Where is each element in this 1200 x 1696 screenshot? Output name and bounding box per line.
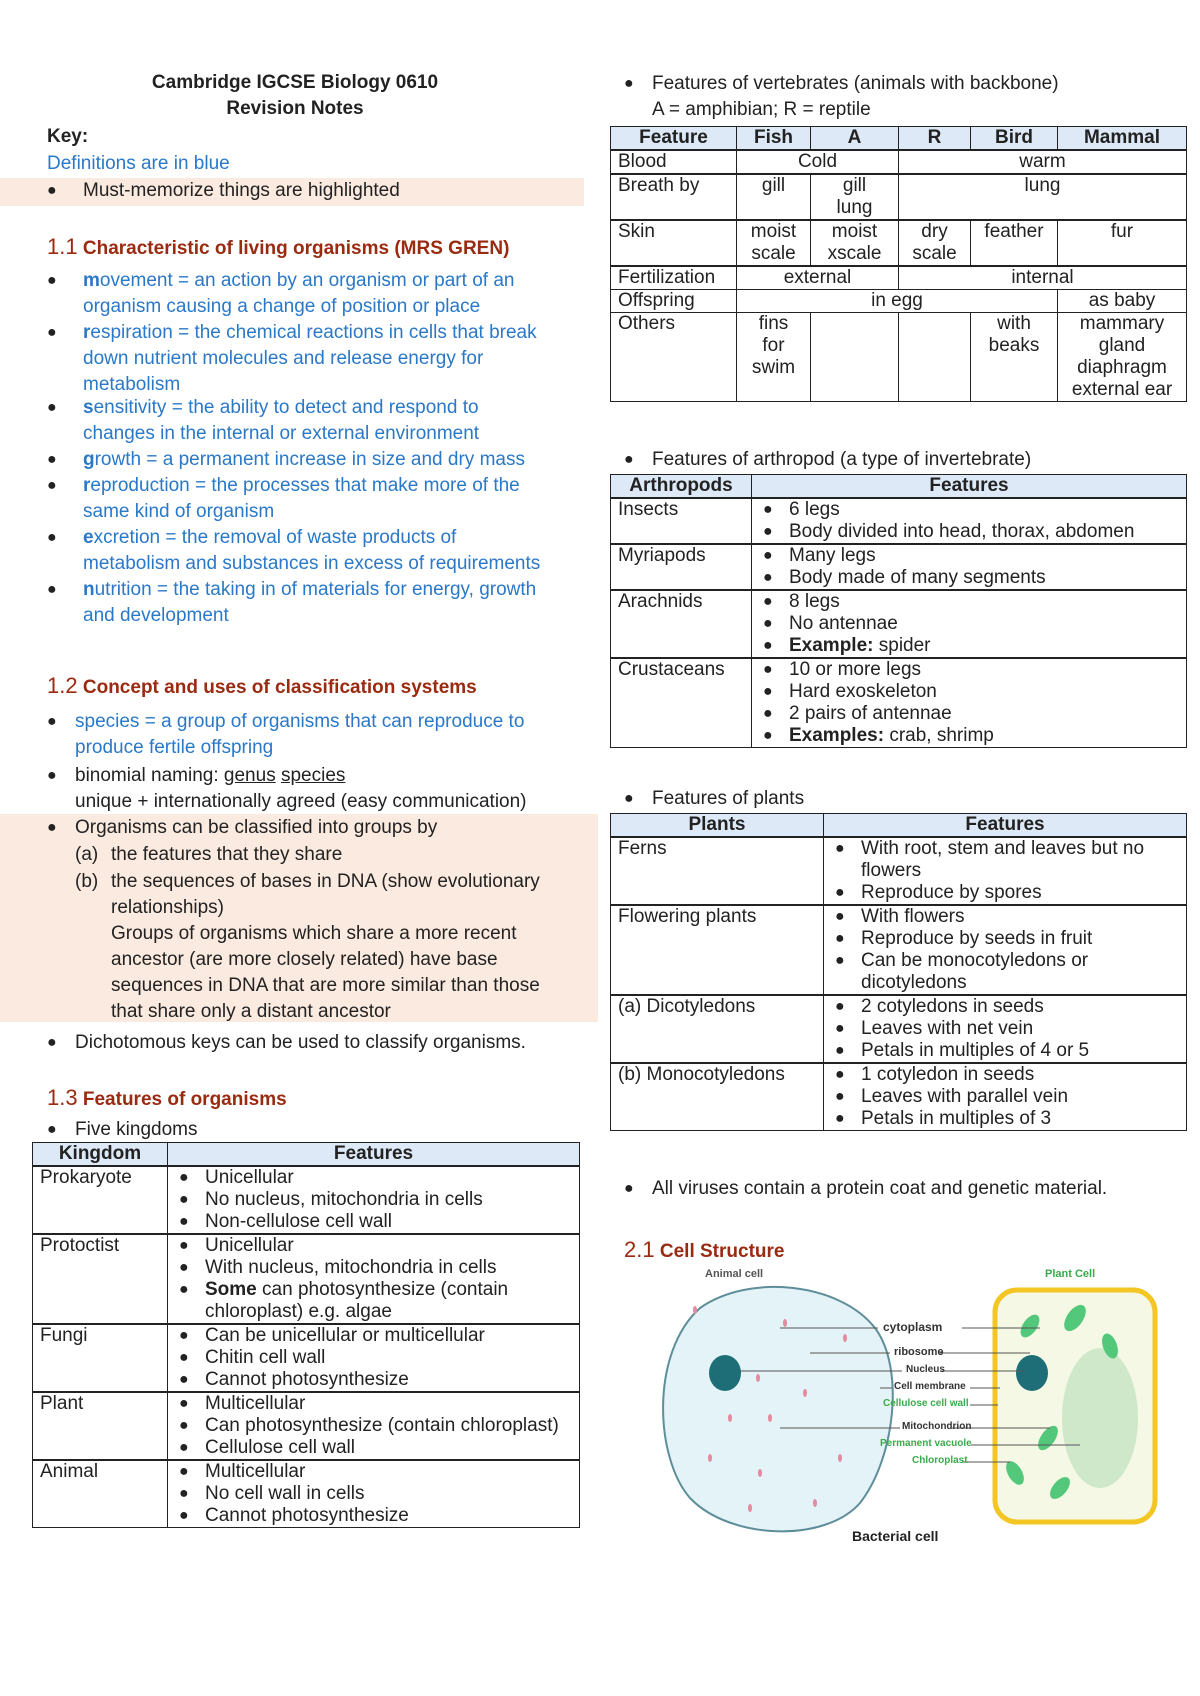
table-cell: external [737,266,899,290]
table-cell [737,220,811,266]
cell-line: swim [751,357,796,378]
feature-item: ● Body divided into head, thorax, abdomen [759,521,1179,543]
chloroplast-label: Chloroplast [912,1455,968,1466]
table-cell: Plant [33,1392,168,1460]
binomial-genus: genus [223,765,276,786]
cell-line: xscale [827,243,882,264]
cell-line: gland [1098,335,1146,356]
bullet-icon: ● [47,819,57,836]
document-subtitle: Revision Notes [226,98,364,119]
viruses-note: All viruses contain a protein coat and genetic material. [652,1178,1108,1199]
plant-cell-label: Plant Cell [1045,1268,1096,1280]
table-cell [971,313,1058,402]
animal-cell-label: Animal cell [705,1268,764,1280]
table-cell: Fungi [33,1324,168,1392]
cell-line: moist [750,221,797,242]
table-header: Features [168,1143,580,1167]
table-cell [168,1166,580,1234]
feature-item: ● 2 pairs of antennae [759,703,1179,725]
binomial-prefix: binomial naming: [75,765,224,786]
section-1-2-heading [47,673,477,701]
classify-b-line: ancestor (are more closely related) have base [111,949,498,970]
table-header: Fish [737,127,811,151]
table-cell [168,1324,580,1392]
table-cell [752,498,1187,544]
feature-item [759,635,1179,657]
table-header: Feature [611,127,737,151]
characteristic-letter: s [83,397,94,418]
table-cell [824,1063,1187,1131]
table-cell: Breath by [611,174,737,220]
five-kingdoms-label: Five kingdoms [75,1119,198,1140]
feature-item: ● With flowers [831,906,1179,928]
characteristic-line [83,320,537,346]
characteristic-line [83,473,520,499]
table-row [33,1234,580,1324]
characteristic-text: utrition = the taking in of materials for energy, growth [94,579,537,600]
feature-item: ● No antennae [759,613,1179,635]
table-cell [752,590,1187,658]
characteristic-line [83,525,456,551]
feature-item: ● Many legs [759,545,1179,567]
cytoplasm-label: cytoplasm [883,1320,943,1334]
cell-line: mammary [1079,313,1165,334]
binomial-species: species [280,765,346,786]
characteristic-letter: r [83,322,91,343]
feature-rest: can photosynthesize (contain chloroplast) e.g. algae [205,1279,509,1322]
section-number: 1.3 [47,1085,78,1110]
table-cell: Skin [611,220,737,266]
bullet-icon: ● [624,1180,634,1197]
characteristic-letter: g [83,449,95,470]
table-row [33,1392,580,1460]
bullet-icon: ● [47,713,57,730]
characteristic-letter: m [83,270,100,291]
feature-rest: spider [873,635,931,656]
feature-item: ● 2 cotyledons in seeds [831,996,1179,1018]
feature-item: ● Can be unicellular or multicellular [175,1325,572,1347]
arthropods-intro: Features of arthropod (a type of invertebrate) [652,449,1032,470]
feature-item: ● Reproduce by spores [831,882,1179,904]
table-row [611,995,1187,1063]
characteristic-text: ensitivity = the ability to detect and respond to [93,397,479,418]
feature-item: ● Non-cellulose cell wall [175,1211,572,1233]
classify-b-line: that share only a distant ancestor [111,1001,391,1022]
table-cell: Myriapods [611,544,752,590]
table-row [611,658,1187,748]
species-definition-line: produce fertile offspring [75,737,274,758]
vertebrates-intro: Features of vertebrates (animals with backbone) [652,73,1059,94]
cell-structure-diagram [640,1268,1160,1558]
table-row [33,1460,580,1528]
key-definitions: Definitions are in blue [47,153,230,174]
feature-item: ● No nucleus, mitochondria in cells [175,1189,572,1211]
table-row [611,837,1187,905]
classify-a-label: (a) [75,844,99,865]
characteristic-text: rowth = a permanent increase in size and dry mass [94,449,525,470]
cell-line: with [997,313,1031,334]
key-label: Key: [47,126,89,147]
characteristic-text: espiration = the chemical reactions in cells that break [90,322,537,343]
table-cell [752,544,1187,590]
table-header: R [899,127,971,151]
table-cell [824,905,1187,995]
table-cell: Protoctist [33,1234,168,1324]
cell-line: external ear [1071,379,1173,400]
table-cell: Fertilization [611,266,737,290]
table-cell [168,1392,580,1460]
table-cell: as baby [1058,290,1187,313]
feature-bold: Examples: [789,725,885,746]
bullet-icon: ● [47,1034,57,1051]
bullet-icon: ● [47,451,57,468]
table-cell: Flowering plants [611,905,824,995]
section-number: 1.1 [47,234,78,259]
feature-item: ● Cannot photosynthesize [175,1505,572,1527]
characteristic-letter: n [83,579,95,600]
animal-cell-membrane [663,1287,893,1531]
feature-item: ● Hard exoskeleton [759,681,1179,703]
section-title: Concept and uses of classification systems [82,677,477,698]
table-row [611,150,1187,174]
bullet-icon: ● [47,581,57,598]
feature-item: ● 8 legs [759,591,1179,613]
table-row [33,1324,580,1392]
vertebrates-legend: A = amphibian; R = reptile [652,99,871,120]
table-cell: Ferns [611,837,824,905]
bullet-icon: ● [624,790,634,807]
mitochondrion-label: Mitochondrion [902,1421,972,1432]
characteristic-line: down nutrient molecules and release energy for [83,348,484,369]
table-header: Plants [611,814,824,838]
arthropods-table [610,474,1187,748]
table-cell: Others [611,313,737,402]
table-cell: lung [899,174,1187,220]
cell-line: beaks [988,335,1040,356]
table-header: A [811,127,899,151]
table-cell [811,174,899,220]
feature-item: ● Chitin cell wall [175,1347,572,1369]
table-cell: feather [971,220,1058,266]
characteristic-line: metabolism [83,374,181,395]
feature-item: ● Petals in multiples of 4 or 5 [831,1040,1179,1062]
table-cell [899,313,971,402]
classify-b-line: relationships) [111,897,224,918]
table-header: Kingdom [33,1143,168,1167]
table-cell: Prokaryote [33,1166,168,1234]
table-cell [811,313,899,402]
table-cell [1058,313,1187,402]
feature-rest: crab, shrimp [884,725,994,746]
cell-line: scale [912,243,957,264]
table-header: Features [824,814,1187,838]
characteristic-letter: r [83,475,91,496]
table-row [611,544,1187,590]
cell-line: scale [751,243,796,264]
feature-item: ● With nucleus, mitochondria in cells [175,1257,572,1279]
binomial-naming-line2: unique + internationally agreed (easy communication) [75,791,527,812]
table-cell: gill [737,174,811,220]
table-row [611,290,1187,313]
binomial-naming [75,763,345,789]
dichotomous-keys: Dichotomous keys can be used to classify organisms. [75,1032,526,1053]
classify-intro: Organisms can be classified into groups by [75,817,438,838]
feature-item: ● Cannot photosynthesize [175,1369,572,1391]
table-cell [811,220,899,266]
section-title: Features of organisms [82,1089,287,1110]
table-cell [824,837,1187,905]
feature-item [175,1279,572,1323]
feature-item: ● Can photosynthesize (contain chloroplast) [175,1415,572,1437]
table-row [611,905,1187,995]
cell-membrane-label: Cell membrane [894,1381,966,1392]
feature-item: ● Reproduce by seeds in fruit [831,928,1179,950]
table-header: Features [752,475,1187,499]
table-cell: Offspring [611,290,737,313]
table-cell: warm [899,150,1187,174]
feature-item: ● Leaves with parallel vein [831,1086,1179,1108]
table-cell [168,1234,580,1324]
vertebrates-table [610,126,1187,402]
table-cell: Insects [611,498,752,544]
feature-item: ● 1 cotyledon in seeds [831,1064,1179,1086]
plant-nucleus [1016,1355,1048,1391]
bullet-icon: ● [47,767,57,784]
feature-item: ● No cell wall in cells [175,1483,572,1505]
classify-a: the features that they share [111,844,343,865]
bullet-icon: ● [47,529,57,546]
classify-b-line: the sequences of bases in DNA (show evolutionary [111,871,540,892]
table-row [611,313,1187,402]
table-cell [737,313,811,402]
key-highlight-text: Must-memorize things are highlighted [83,180,400,201]
table-cell: Arachnids [611,590,752,658]
section-2-1-heading [624,1237,784,1265]
table-cell: internal [899,266,1187,290]
table-cell [899,220,971,266]
section-title: Characteristic of living organisms (MRS GREN) [82,238,510,259]
table-cell: Animal [33,1460,168,1528]
cell-line: for [762,335,785,356]
cell-line: dry [921,221,948,242]
bullet-icon: ● [47,399,57,416]
table-cell: (a) Dicotyledons [611,995,824,1063]
characteristic-line [83,395,479,421]
feature-item: ● Cellulose cell wall [175,1437,572,1459]
bullet-icon: ● [624,75,634,92]
bullet-icon: ● [47,324,57,341]
section-title: Cell Structure [659,1241,785,1262]
ribosome-label: ribosome [894,1346,944,1358]
feature-item: ● Petals in multiples of 3 [831,1108,1179,1130]
table-row [611,220,1187,266]
feature-item: ● 6 legs [759,499,1179,521]
characteristic-line: metabolism and substances in excess of requirements [83,553,541,574]
plants-table [610,813,1187,1131]
feature-item: ● Body made of many segments [759,567,1179,589]
table-cell: Cold [737,150,899,174]
table-cell [824,995,1187,1063]
table-header: Mammal [1058,127,1187,151]
feature-item: ● 10 or more legs [759,659,1179,681]
table-row [611,590,1187,658]
characteristic-text: eproduction = the processes that make more of the [90,475,520,496]
table-row [611,498,1187,544]
table-cell [752,658,1187,748]
cell-line: diaphragm [1077,357,1167,378]
characteristic-letter: e [83,527,94,548]
animal-nucleus [709,1355,741,1391]
cell-diagram-svg [640,1268,1160,1558]
section-number: 2.1 [624,1237,655,1262]
characteristic-line [83,268,514,294]
cell-line: moist [831,221,878,242]
feature-item: ● With root, stem and leaves but no flowers [831,838,1179,882]
cellulose-cell-wall-label: Cellulose cell wall [883,1398,969,1409]
bullet-icon: ● [47,272,57,289]
feature-item: ● Can be monocotyledons or dicotyledons [831,950,1179,994]
feature-bold: Example: [789,635,874,656]
species-definition-line: species = a group of organisms that can reproduce to [75,711,525,732]
bacterial-cell-label: Bacterial cell [852,1528,939,1544]
feature-item: ● Unicellular [175,1235,572,1257]
classify-b-line: Groups of organisms which share a more recent [111,923,517,944]
plants-intro: Features of plants [652,788,805,809]
cell-line: lung [836,197,873,218]
bullet-icon: ● [624,451,634,468]
characteristic-text: xcretion = the removal of waste products of [93,527,457,548]
cell-line: gill [842,175,867,196]
table-cell: Crustaceans [611,658,752,748]
table-cell: in egg [737,290,1058,313]
plant-vacuole [1062,1348,1138,1488]
table-cell: (b) Monocotyledons [611,1063,824,1131]
classify-b-label: (b) [75,871,99,892]
bullet-icon: ● [47,182,57,199]
feature-item [759,725,1179,747]
kingdoms-table [32,1142,580,1528]
characteristic-line [83,447,525,473]
table-row [611,174,1187,220]
feature-item: ● Multicellular [175,1461,572,1483]
table-header: Bird [971,127,1058,151]
characteristic-line: organism causing a change of position or place [83,296,481,317]
feature-item: ● Leaves with net vein [831,1018,1179,1040]
feature-item: ● Unicellular [175,1167,572,1189]
table-cell: Blood [611,150,737,174]
table-row [33,1166,580,1234]
section-1-1-heading [47,234,509,262]
nucleus-label: Nucleus [906,1364,945,1375]
characteristic-line: and development [83,605,229,626]
table-row [611,1063,1187,1131]
characteristic-text: ovement = an action by an organism or part of an [99,270,515,291]
bullet-icon: ● [47,477,57,494]
table-cell: fur [1058,220,1187,266]
table-cell [168,1460,580,1528]
section-1-3-heading [47,1085,287,1113]
classify-b-line: sequences in DNA that are more similar than those [111,975,540,996]
table-row [611,266,1187,290]
document-title: Cambridge IGCSE Biology 0610 [151,72,439,93]
table-header: Arthropods [611,475,752,499]
characteristic-line: same kind of organism [83,501,275,522]
bullet-icon: ● [47,1121,57,1138]
section-number: 1.2 [47,673,78,698]
feature-bold: Some [205,1279,257,1300]
feature-item: ● Multicellular [175,1393,572,1415]
cell-line: fins [758,313,789,334]
permanent-vacuole-label: Permanent vacuole [880,1438,972,1449]
characteristic-line [83,577,536,603]
characteristic-line: changes in the internal or external environment [83,423,480,444]
